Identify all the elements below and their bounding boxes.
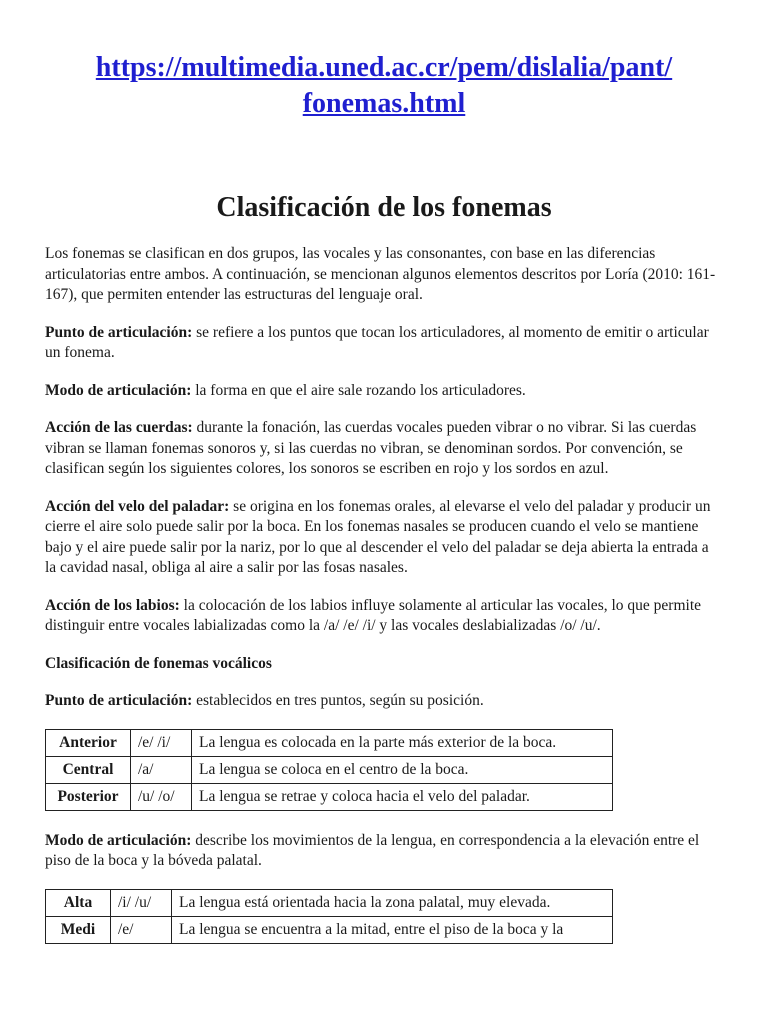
source-url [0,50,768,122]
phonemes-cell: /e/ [111,916,172,943]
definition-labios [45,596,723,637]
source-link-line-2[interactable]: fonemas.html [302,88,466,119]
intro-paragraph: Los fonemas se clasifican en dos grupos, las vocales y las consonantes, con base en las diferencias articulatorias entre ambos. A continuación, se mencionan algunos elementos descritos por Loría (2010: 161-167), que permiten entender las estructuras del lenguaje oral. [45,245,716,303]
row-header: Central [46,756,131,783]
phonemes-cell: /i/ /u/ [111,889,172,916]
document-body [45,244,723,964]
definition-term: Punto de articulación: [45,692,193,709]
definition-term: Acción del velo del paladar: [45,497,230,515]
source-link-line-1[interactable]: https://multimedia.uned.ac.cr/pem/dislalia/pant/ [95,52,673,83]
row-header: Medi [46,916,111,943]
definition-term: Punto de articulación: [45,323,193,341]
definition-term: Modo de articulación: [45,831,192,849]
row-header: Posterior [46,783,131,810]
definition-term: Acción de los labios: [45,596,180,614]
table-row [46,783,613,810]
description-cell: La lengua se coloca en el centro de la boca. [192,756,613,783]
definition-text: la forma en que el aire sale rozando los articuladores. [195,381,526,399]
row-header: Alta [46,889,111,916]
definition-text: se origina en los fonemas orales, al elevarse el velo del paladar y producir un cierre el aire solo puede salir por la boca. En los fonemas nasales se producen cuando el velo se mantiene bajo y el aire puede salir por la nariz, por lo que al descender el velo del paladar se deja abierta la entrada a la cavidad nasal, obliga al aire a salir por las fosas nasales. [45,497,711,576]
modo-table [45,889,613,944]
description-cell: La lengua es colocada en la parte más exterior de la boca. [192,729,613,756]
definition-term: Acción de las cuerdas: [45,419,193,436]
table-row [46,729,613,756]
definition-term: Modo de articulación: [45,381,192,399]
phonemes-cell: /e/ /i/ [131,729,192,756]
page-title: Clasificación de los fonemas [216,192,552,223]
punto-table [45,729,613,811]
phonemes-cell: /u/ /o/ [131,783,192,810]
table-row [46,889,613,916]
description-cell: La lengua se encuentra a la mitad, entre el piso de la boca y la [172,916,613,943]
definition-modo [45,381,723,402]
modo-intro [45,831,723,872]
definition-text: la colocación de los labios influye solamente al articular las vocales, lo que permite distinguir entre vocales labializadas como la /a/ /e/ /i/ y las vocales deslabializadas /o/ /u/. [45,596,701,634]
description-cell: La lengua está orientada hacia la zona palatal, muy elevada. [172,889,613,916]
definition-text: se refiere a los puntos que tocan los articuladores, al momento de emitir o articular un fonema. [45,323,709,361]
description-cell: La lengua se retrae y coloca hacia el velo del paladar. [192,783,613,810]
definition-velo [45,497,723,579]
punto-intro [45,691,723,712]
table-row [46,916,613,943]
definition-text: establecidos en tres puntos, según su posición. [196,692,484,709]
definition-cuerdas [45,418,723,480]
vowels-section-heading: Clasificación de fonemas vocálicos [45,654,272,672]
definition-punto [45,323,723,364]
table-row [46,756,613,783]
phonemes-cell: /a/ [131,756,192,783]
definition-text: describe los movimientos de la lengua, en correspondencia a la elevación entre el piso de la boca y la bóveda palatal. [45,831,700,869]
row-header: Anterior [46,729,131,756]
definition-text: durante la fonación, las cuerdas vocales pueden vibrar o no vibrar. Si las cuerdas vibran se llaman fonemas sonoros y, si las cuerdas no vibran, se denominan sordos. Por convención, se clasifican según los siguientes colores, los sonoros se escriben en rojo y los sordos en azul. [45,419,697,477]
